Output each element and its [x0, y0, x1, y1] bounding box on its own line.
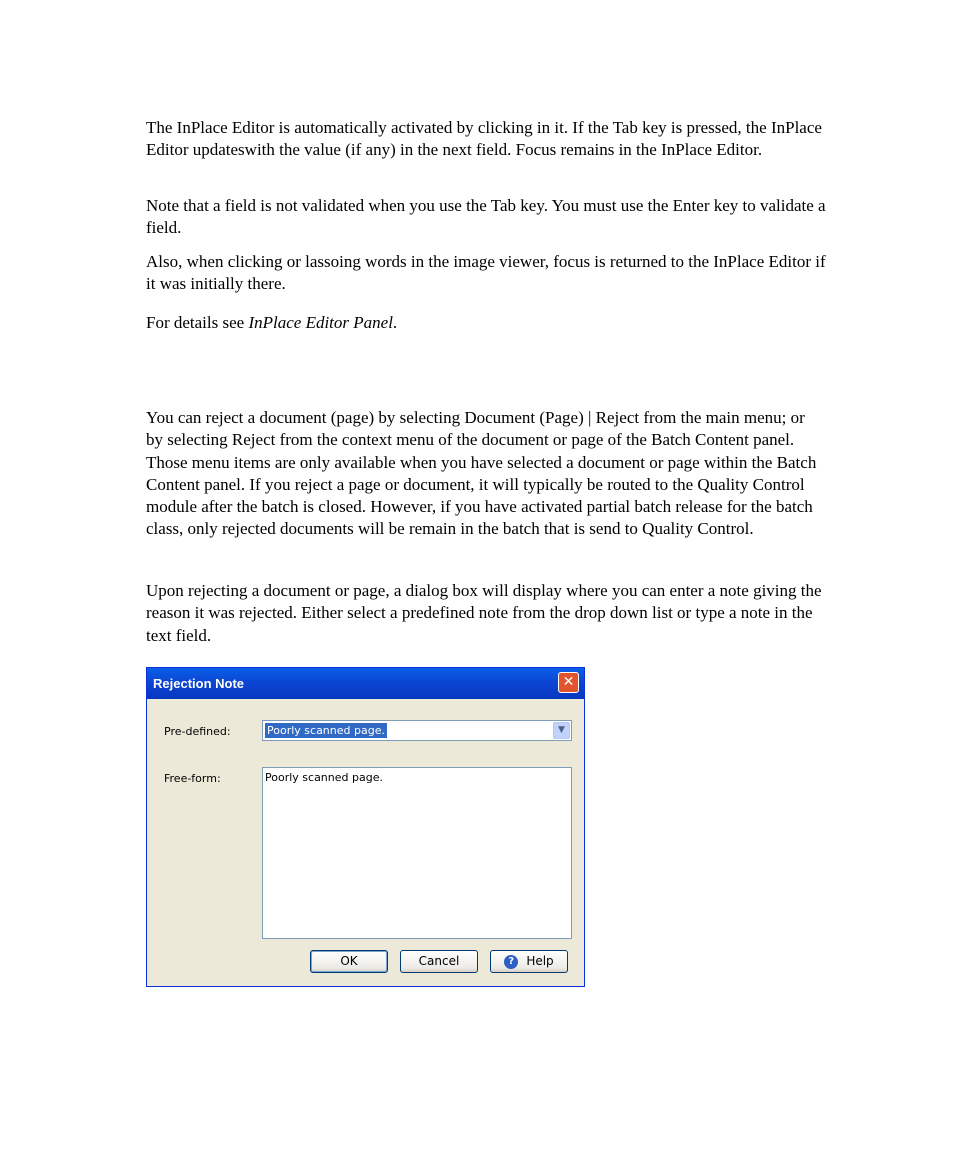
help-button[interactable] — [490, 950, 568, 973]
paragraph-image-viewer-focus: Also, when clicking or lassoing words in the image viewer, focus is returned to the InPlace Editor if it was initially there. — [146, 252, 826, 294]
paragraph-inplace-activation: The InPlace Editor is automatically activated by clicking in it. If the Tab key is pressed, the InPlace Editor updateswith the value (if any) in the next field. Focus remains in the InPlace Editor. — [146, 118, 822, 160]
paragraph-rejection-dialog: Upon rejecting a document or page, a dialog box will display where you can enter a note giving the reason it was rejected. Either select a predefined note from the drop down list or type a note in the text field. — [146, 581, 822, 645]
paragraph-tab-validation: Note that a field is not validated when you use the Tab key. You must use the Enter key to validate a field. — [146, 196, 826, 238]
predefined-selected-value: Poorly scanned page. — [267, 724, 385, 737]
paragraph-details — [146, 312, 826, 334]
help-button-label: Help — [526, 954, 554, 968]
paragraph-reject-document: You can reject a document (page) by selecting Document (Page) | Reject from the main menu; or by selecting Reject from the context menu of the document or page of the Batch Content panel. Those menu items are only available when you have selected a document or page within the Batch Content panel. If you reject a page or document, it will typically be routed to the Quality Control module after the batch is closed. However, if you have activated partial batch release for the batch class, only rejected documents will be remain in the batch that is send to Quality Control. — [146, 408, 817, 539]
freeform-textarea[interactable]: Poorly scanned page. — [262, 767, 572, 939]
cancel-button[interactable]: Cancel — [400, 950, 478, 973]
inplace-editor-panel-reference: InPlace Editor Panel — [248, 313, 393, 332]
predefined-dropdown[interactable] — [262, 720, 572, 741]
ok-button[interactable]: OK — [310, 950, 388, 973]
freeform-label: Free-form: — [164, 772, 221, 785]
close-icon[interactable]: ✕ — [558, 672, 579, 693]
dialog-titlebar[interactable] — [147, 668, 584, 699]
details-prefix: For details see — [146, 313, 249, 332]
chevron-down-icon[interactable]: ▼ — [553, 722, 570, 739]
rejection-note-dialog — [146, 667, 585, 987]
help-icon: ? — [504, 955, 518, 969]
details-suffix: . — [392, 313, 398, 332]
predefined-label: Pre-defined: — [164, 725, 231, 738]
dialog-title: Rejection Note — [153, 676, 245, 691]
